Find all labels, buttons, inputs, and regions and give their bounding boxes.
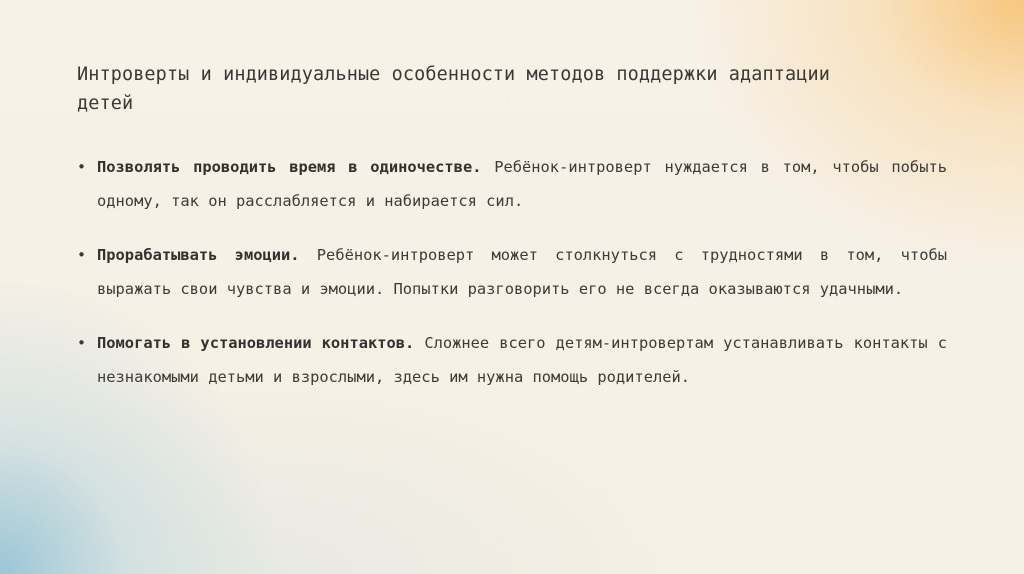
bullet-text: Ребёнок-интроверт может столкнуться с трудностями в том, чтобы выражать свои чувства и эмоции. Попытки разговорить его не всегда оказываются удачными. [97, 246, 947, 298]
bullet-item-emotions [77, 238, 947, 306]
bullet-item-alone-time [77, 150, 947, 218]
bullet-marker: • [77, 246, 87, 264]
bullet-lead: Прорабатывать эмоции. [97, 246, 317, 264]
bullet-lead: Позволять проводить время в одиночестве. [97, 158, 495, 176]
bullet-item-contacts [77, 326, 947, 394]
bullet-text: Сложнее всего детям-интровертам устанавливать контакты с незнакомыми детьми и взрослыми, здесь им нужна помощь родителей. [97, 334, 947, 386]
bullet-lead: Помогать в установлении контактов. [97, 334, 425, 352]
bullet-marker: • [77, 158, 87, 176]
bullet-marker: • [77, 334, 87, 352]
bullet-text: Ребёнок-интроверт нуждается в том, чтобы побыть одному, так он расслабляется и набирается сил. [97, 158, 947, 210]
slide-title: Интроверты и индивидуальные особенности методов поддержки адаптации детей [77, 64, 830, 114]
bullet-list [77, 150, 947, 414]
